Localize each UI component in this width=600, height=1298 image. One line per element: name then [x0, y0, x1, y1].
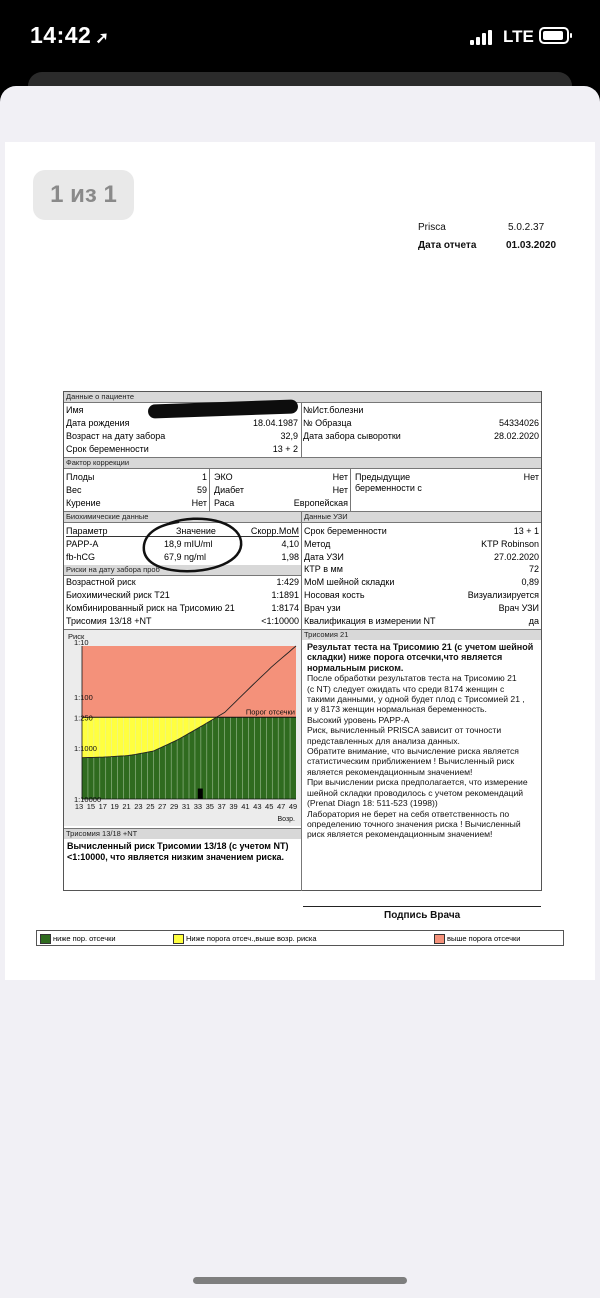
legend-above: выше порога отсечки	[434, 934, 520, 944]
home-indicator[interactable]	[193, 1277, 407, 1284]
battery-icon	[539, 27, 569, 44]
patient-section-header: Данные о пациенте	[64, 392, 541, 402]
report-date: 01.03.2020	[506, 240, 557, 251]
chart-x-tick-label: 41	[241, 802, 250, 811]
chart-x-tick-label: 17	[98, 802, 107, 811]
chart-patient-marker	[198, 789, 203, 799]
t1318-section-header: Трисомия 13/18 +NT	[64, 829, 301, 839]
chart-x-tick-label: 29	[169, 802, 179, 811]
location-arrow-icon: ➚	[95, 30, 110, 47]
network-label: LTE	[503, 27, 534, 46]
legend-below-age: Ниже порога отсеч.,выше возр. риска	[173, 934, 317, 944]
legend-below: ниже пор. отсечки	[40, 934, 116, 944]
biochem-header-row: Параметр Значение Скорр.МоМ	[66, 526, 299, 536]
risk-chart	[64, 630, 301, 826]
chart-x-tick-label: 43	[253, 802, 262, 811]
chart-x-tick-label: 15	[86, 802, 96, 811]
ultrasound-section-header: Данные УЗИ	[302, 512, 541, 522]
chart-x-tick-label: 31	[181, 802, 191, 811]
legend	[36, 930, 564, 946]
chart-title: Риск	[68, 632, 85, 641]
chart-x-tick-label: 21	[122, 802, 131, 811]
software-version: 5.0.2.37	[508, 222, 545, 233]
handdrawn-circle	[140, 515, 245, 577]
chart-x-tick-label: 47	[276, 802, 286, 811]
chart-cutoff-label: Порог отсечки	[245, 707, 295, 717]
chart-y-tick-label: 1:10	[74, 638, 89, 647]
chart-y-tick-label: 1:10000	[74, 795, 102, 804]
chart-x-tick-label: 35	[205, 802, 214, 811]
signature-label: Подпись Врача	[384, 910, 461, 921]
report-date-label: Дата отчета	[418, 240, 477, 251]
chart-x-tick-label: 13	[74, 802, 84, 811]
risks-section-header: Риски на дату забора проб	[64, 565, 301, 575]
correction-section-header: Фактор коррекции	[64, 458, 541, 468]
chart-x-tick-label: 27	[158, 802, 167, 811]
chart-y-tick-label: 1:1000	[74, 744, 97, 753]
chart-y-tick-label: 1:250	[74, 713, 93, 723]
chart-x-tick-label: 25	[146, 802, 155, 811]
t21-result-text: Результат теста на Трисомию 21 (с учетом шейной складки) ниже порога отсечки,что является нормальным риском. После обработки результатов теста на Трисомию 21 (с NT) следует ожидать что среди 8174 женщин с такими данными, у одной будет плод с Трисомией 21 , и у 8173 женщин нормальная беременность. Высокий уровень PAPP-A Риск, вычисленный PRISCA зависит от точности представленных для анализа данных. Обратите внимание, что вычисление риска является статистическим приближением ! Вычисленный риск является рекомендационным значением! При вычислении риска предполагается, что измерение шейной складки проводилось с учетом рекомендаций (Prenat Diagn 18: 511-523 (1998)) Лаборатория не берет на себя ответственность по определению точного значения риска ! Вычисленный риск является рекомендационным значением!	[307, 642, 534, 840]
chart-x-tick-label: 37	[217, 802, 226, 811]
chart-x-tick-label: 19	[110, 802, 119, 811]
software-name: Prisca	[418, 222, 446, 233]
chart-x-tick-label: 49	[288, 802, 298, 811]
biochem-section-header: Биохимические данные	[64, 512, 301, 522]
t1318-result-text: Вычисленный риск Трисомии 13/18 (с учетом NT) <1:10000, что является низким значением риска.	[67, 841, 289, 862]
chart-x-label: Возр.	[277, 816, 295, 823]
chart-x-tick-label: 23	[134, 802, 143, 811]
chart-x-tick-label: 33	[193, 802, 203, 811]
chart-y-tick-label: 1:100	[74, 693, 93, 702]
chart-x-tick-label: 39	[229, 802, 238, 811]
signal-icon	[470, 29, 494, 45]
status-bar	[0, 0, 600, 72]
clock: 14:42 ➚	[30, 22, 110, 48]
chart-x-tick-label: 45	[265, 802, 274, 811]
t21-section-header: Трисомия 21	[302, 630, 541, 640]
page-indicator: 1 из 1	[33, 170, 134, 220]
